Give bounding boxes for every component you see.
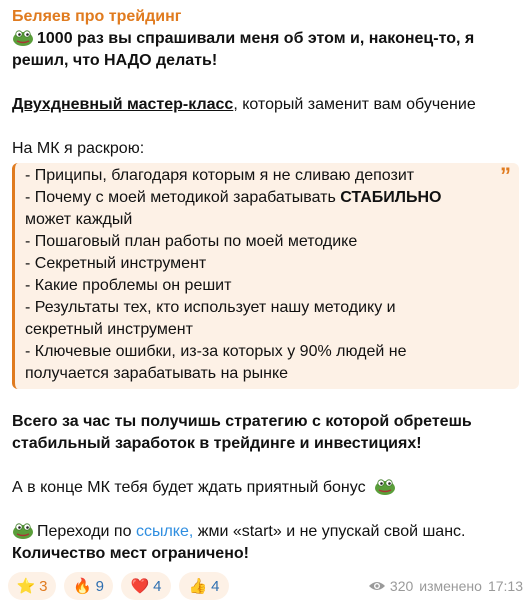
masterclass-rest: , который заменит вам обучение — [233, 96, 476, 113]
reaction-thumbs-up[interactable] — [179, 572, 229, 600]
quote-item: - Секретный инструмент — [25, 255, 207, 272]
pepe-frog-icon — [12, 28, 34, 46]
heart-icon: ❤️ — [130, 578, 150, 595]
star-icon: ⭐ — [16, 578, 36, 595]
reaction-count: 4 — [211, 577, 220, 595]
reaction-count: 4 — [153, 577, 162, 595]
pepe-frog-icon — [374, 477, 396, 495]
fire-icon: 🔥 — [72, 578, 92, 595]
reaction-heart[interactable] — [121, 572, 171, 600]
headline-line-1: 1000 раз вы спрашивали меня об этом и, наконец-то, я — [37, 30, 475, 47]
cta-line: Переходи по ссылке, жми «start» и не упускай свой шанс. — [12, 521, 519, 543]
thumbs-up-icon: 👍 — [188, 578, 208, 595]
quote-item: - Ключевые ошибки, из-за которых у 90% людей не — [25, 343, 407, 360]
post-time: 17:13 — [487, 578, 523, 594]
headline-line-2: решил, что НАДО делать! — [12, 52, 218, 69]
quote-item: - Какие проблемы он решит — [25, 277, 232, 294]
reaction-star[interactable] — [8, 572, 56, 600]
limited-text: Количество мест ограничено! — [12, 545, 249, 562]
cta-link[interactable]: ссылке, — [135, 523, 194, 540]
reaction-fire[interactable] — [64, 572, 113, 600]
view-count: 320 — [389, 578, 414, 594]
quote-item: может каждый — [25, 211, 133, 228]
masterclass-line — [12, 94, 519, 116]
quote-item: секретный инструмент — [25, 321, 193, 338]
bonus-line: А в конце МК тебя будет ждать приятный бонус — [12, 477, 519, 499]
quote-mark-icon: ” — [500, 163, 511, 188]
quote-item: - Почему с моей методикой зарабатывать СТАБИЛЬНО — [25, 189, 442, 206]
post-meta — [368, 572, 523, 600]
strategy-text: Всего за час ты получишь стратегию с которой обретешь стабильный заработок в трейдинге и инвестициях! — [12, 413, 472, 452]
pepe-frog-icon — [12, 521, 34, 539]
masterclass-title: Двухдневный мастер-класс — [12, 96, 234, 113]
quote-item: - Результаты тех, кто использует нашу методику и — [25, 299, 396, 316]
reveal-intro: На МК я раскрою: — [12, 140, 145, 157]
channel-name[interactable]: Беляев про трейдинг — [12, 8, 182, 25]
quote-item: - Приципы, благодаря которым я не сливаю депозит — [25, 167, 415, 184]
quote-item: получается зарабатывать на рынке — [25, 365, 289, 382]
post-footer — [8, 572, 523, 600]
quote-item: - Пошаговый план работы по моей методике — [25, 233, 358, 250]
blockquote — [12, 163, 519, 389]
eye-icon — [368, 580, 386, 592]
reaction-count: 3 — [39, 577, 48, 595]
headline — [12, 28, 519, 72]
reaction-count: 9 — [95, 577, 105, 595]
edited-label: изменено — [419, 578, 482, 594]
